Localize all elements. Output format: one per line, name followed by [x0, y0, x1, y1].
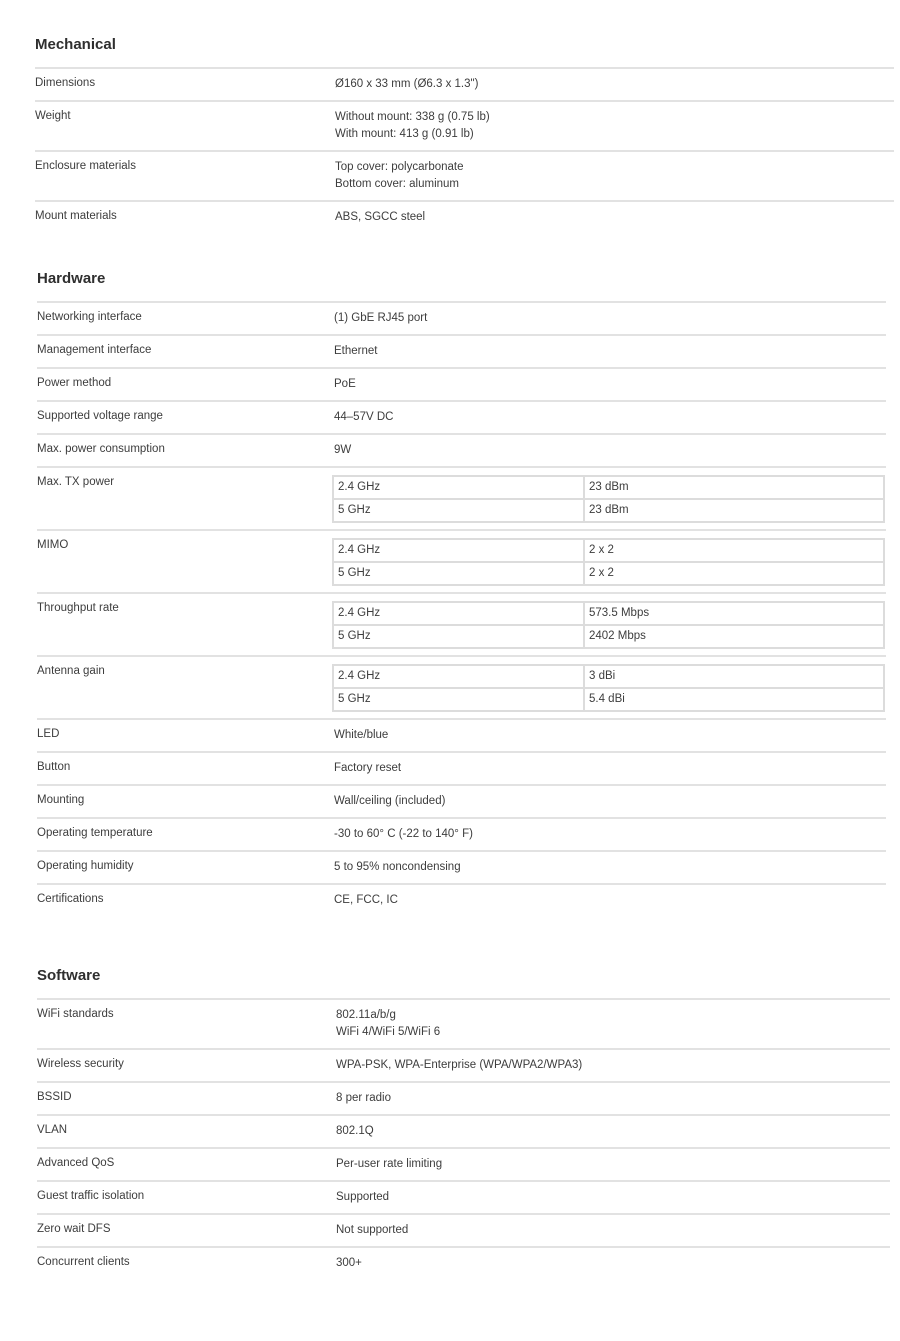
spec-value	[335, 209, 425, 226]
spec-row-certifications	[37, 885, 886, 918]
spec-value-line: 8 per radio	[336, 1092, 391, 1104]
spec-row-throughput-rate	[37, 594, 886, 657]
spec-value	[334, 760, 401, 777]
spec-label: BSSID	[37, 1091, 72, 1103]
spec-row-button	[37, 753, 886, 786]
spec-row-management-interface	[37, 336, 886, 369]
spec-row-mount-materials	[35, 202, 894, 235]
spec-value	[334, 727, 388, 744]
spec-value	[336, 1222, 408, 1239]
spec-value-line: Supported	[336, 1191, 390, 1203]
spec-value-line: Bottom cover: aluminum	[335, 178, 459, 190]
spec-label: Zero wait DFS	[37, 1223, 111, 1235]
band-value-table	[332, 475, 885, 523]
spec-value-line: 9W	[334, 444, 352, 456]
band-value-table	[332, 538, 885, 586]
spec-value	[334, 793, 445, 810]
spec-value-line: With mount: 413 g (0.91 lb)	[335, 128, 474, 140]
spec-label: Button	[37, 761, 71, 773]
band-row	[334, 561, 883, 584]
spec-row-networking-interface	[37, 303, 886, 336]
band-value: 23 dBm	[589, 504, 629, 516]
spec-value-line: WiFi 4/WiFi 5/WiFi 6	[336, 1026, 441, 1038]
band-value: 2 x 2	[589, 544, 614, 556]
spec-value-line: Without mount: 338 g (0.75 lb)	[335, 111, 490, 123]
spec-label: Throughput rate	[37, 602, 119, 614]
spec-value-line: CE, FCC, IC	[334, 894, 398, 906]
spec-label: Antenna gain	[37, 665, 105, 677]
section-title-software: Software	[37, 967, 101, 984]
software-spec-table	[37, 998, 890, 1281]
band-row	[334, 666, 883, 687]
band-label: 5 GHz	[334, 563, 585, 584]
spec-value-line: 802.11a/b/g	[336, 1009, 396, 1021]
spec-label: Advanced QoS	[37, 1157, 115, 1169]
spec-label: Mounting	[37, 794, 85, 806]
band-label: 5 GHz	[334, 689, 585, 710]
spec-label: Max. power consumption	[37, 443, 165, 455]
spec-value	[334, 826, 473, 843]
spec-row-operating-humidity	[37, 852, 886, 885]
spec-value	[334, 376, 356, 393]
band-value: 2402 Mbps	[589, 630, 646, 642]
spec-row-zero-wait-dfs	[37, 1215, 890, 1248]
spec-value	[336, 1255, 362, 1272]
spec-value-line: -30 to 60° C (-22 to 140° F)	[334, 828, 473, 840]
spec-label: Dimensions	[35, 77, 96, 89]
spec-label: Management interface	[37, 344, 152, 356]
spec-value-line: Per-user rate limiting	[336, 1158, 443, 1170]
band-label: 2.4 GHz	[334, 603, 585, 624]
spec-value	[335, 76, 478, 93]
band-label: 2.4 GHz	[334, 477, 585, 498]
spec-row-supported-voltage-range	[37, 402, 886, 435]
spec-value	[334, 892, 398, 909]
section-title-mechanical: Mechanical	[35, 36, 116, 53]
spec-label: Networking interface	[37, 311, 142, 323]
spec-value	[334, 859, 461, 876]
spec-row-power-method	[37, 369, 886, 402]
band-value: 573.5 Mbps	[589, 607, 650, 619]
spec-value-line: (1) GbE RJ45 port	[334, 312, 428, 324]
spec-value	[334, 310, 427, 327]
spec-row-advanced-qos	[37, 1149, 890, 1182]
spec-label: Max. TX power	[37, 476, 115, 488]
band-value-table	[332, 601, 885, 649]
spec-value-line: 5 to 95% noncondensing	[334, 861, 461, 873]
spec-row-max-power-consumption	[37, 435, 886, 468]
band-label: 5 GHz	[334, 500, 585, 521]
spec-label: Wireless security	[37, 1058, 124, 1070]
band-label: 5 GHz	[334, 626, 585, 647]
spec-value-line: Top cover: polycarbonate	[335, 161, 464, 173]
spec-row-operating-temperature	[37, 819, 886, 852]
spec-row-wifi-standards	[37, 1000, 890, 1050]
spec-value	[334, 409, 393, 426]
spec-value	[335, 109, 490, 143]
spec-label: MIMO	[37, 539, 69, 551]
mechanical-spec-table	[35, 67, 894, 235]
spec-value-line: Factory reset	[334, 762, 402, 774]
band-row	[334, 603, 883, 624]
band-value: 3 dBi	[589, 670, 616, 682]
band-row	[334, 540, 883, 561]
spec-value	[336, 1123, 374, 1140]
spec-value-line: 802.1Q	[336, 1125, 374, 1137]
section-title-hardware: Hardware	[37, 270, 106, 287]
spec-row-mounting	[37, 786, 886, 819]
spec-value	[336, 1057, 582, 1074]
spec-value-line: Wall/ceiling (included)	[334, 795, 446, 807]
spec-label: Operating temperature	[37, 827, 153, 839]
spec-value-line: 44–57V DC	[334, 411, 394, 423]
spec-row-mimo	[37, 531, 886, 594]
spec-value	[336, 1189, 389, 1206]
spec-label: Operating humidity	[37, 860, 134, 872]
band-label: 2.4 GHz	[334, 666, 585, 687]
spec-row-concurrent-clients	[37, 1248, 890, 1281]
spec-label: Supported voltage range	[37, 410, 163, 422]
hardware-spec-table	[37, 301, 886, 918]
spec-value	[334, 343, 377, 360]
spec-row-enclosure-materials	[35, 152, 894, 202]
spec-row-dimensions	[35, 69, 894, 102]
spec-label: Enclosure materials	[35, 160, 136, 172]
spec-label: Guest traffic isolation	[37, 1190, 145, 1202]
spec-value	[335, 159, 464, 193]
spec-value	[336, 1007, 440, 1041]
band-row	[334, 498, 883, 521]
spec-row-max-tx-power	[37, 468, 886, 531]
spec-value	[336, 1156, 442, 1173]
band-row	[334, 624, 883, 647]
spec-value-line: WPA-PSK, WPA-Enterprise (WPA/WPA2/WPA3)	[336, 1059, 583, 1071]
spec-value-line: PoE	[334, 378, 356, 390]
spec-label: Weight	[35, 110, 71, 122]
spec-value	[334, 442, 351, 459]
band-row	[334, 477, 883, 498]
spec-row-led	[37, 720, 886, 753]
spec-label: VLAN	[37, 1124, 68, 1136]
spec-label: Power method	[37, 377, 112, 389]
band-row	[334, 687, 883, 710]
spec-row-weight	[35, 102, 894, 152]
spec-value	[336, 1090, 391, 1107]
spec-label: WiFi standards	[37, 1008, 114, 1020]
band-value: 23 dBm	[589, 481, 629, 493]
band-value-table	[332, 664, 885, 712]
spec-label: LED	[37, 728, 60, 740]
spec-value-line: Not supported	[336, 1224, 409, 1236]
spec-row-wireless-security	[37, 1050, 890, 1083]
spec-row-antenna-gain	[37, 657, 886, 720]
spec-label: Concurrent clients	[37, 1256, 130, 1268]
band-label: 2.4 GHz	[334, 540, 585, 561]
spec-value-line: 300+	[336, 1257, 362, 1269]
spec-value-line: Ethernet	[334, 345, 378, 357]
spec-row-bssid	[37, 1083, 890, 1116]
band-value: 2 x 2	[589, 567, 614, 579]
spec-row-vlan	[37, 1116, 890, 1149]
band-value: 5.4 dBi	[589, 693, 625, 705]
spec-label: Mount materials	[35, 210, 117, 222]
spec-value-line: Ø160 x 33 mm (Ø6.3 x 1.3")	[335, 78, 479, 90]
spec-row-guest-traffic-isolation	[37, 1182, 890, 1215]
spec-label: Certifications	[37, 893, 104, 905]
spec-value-line: ABS, SGCC steel	[335, 211, 426, 223]
spec-value-line: White/blue	[334, 729, 389, 741]
